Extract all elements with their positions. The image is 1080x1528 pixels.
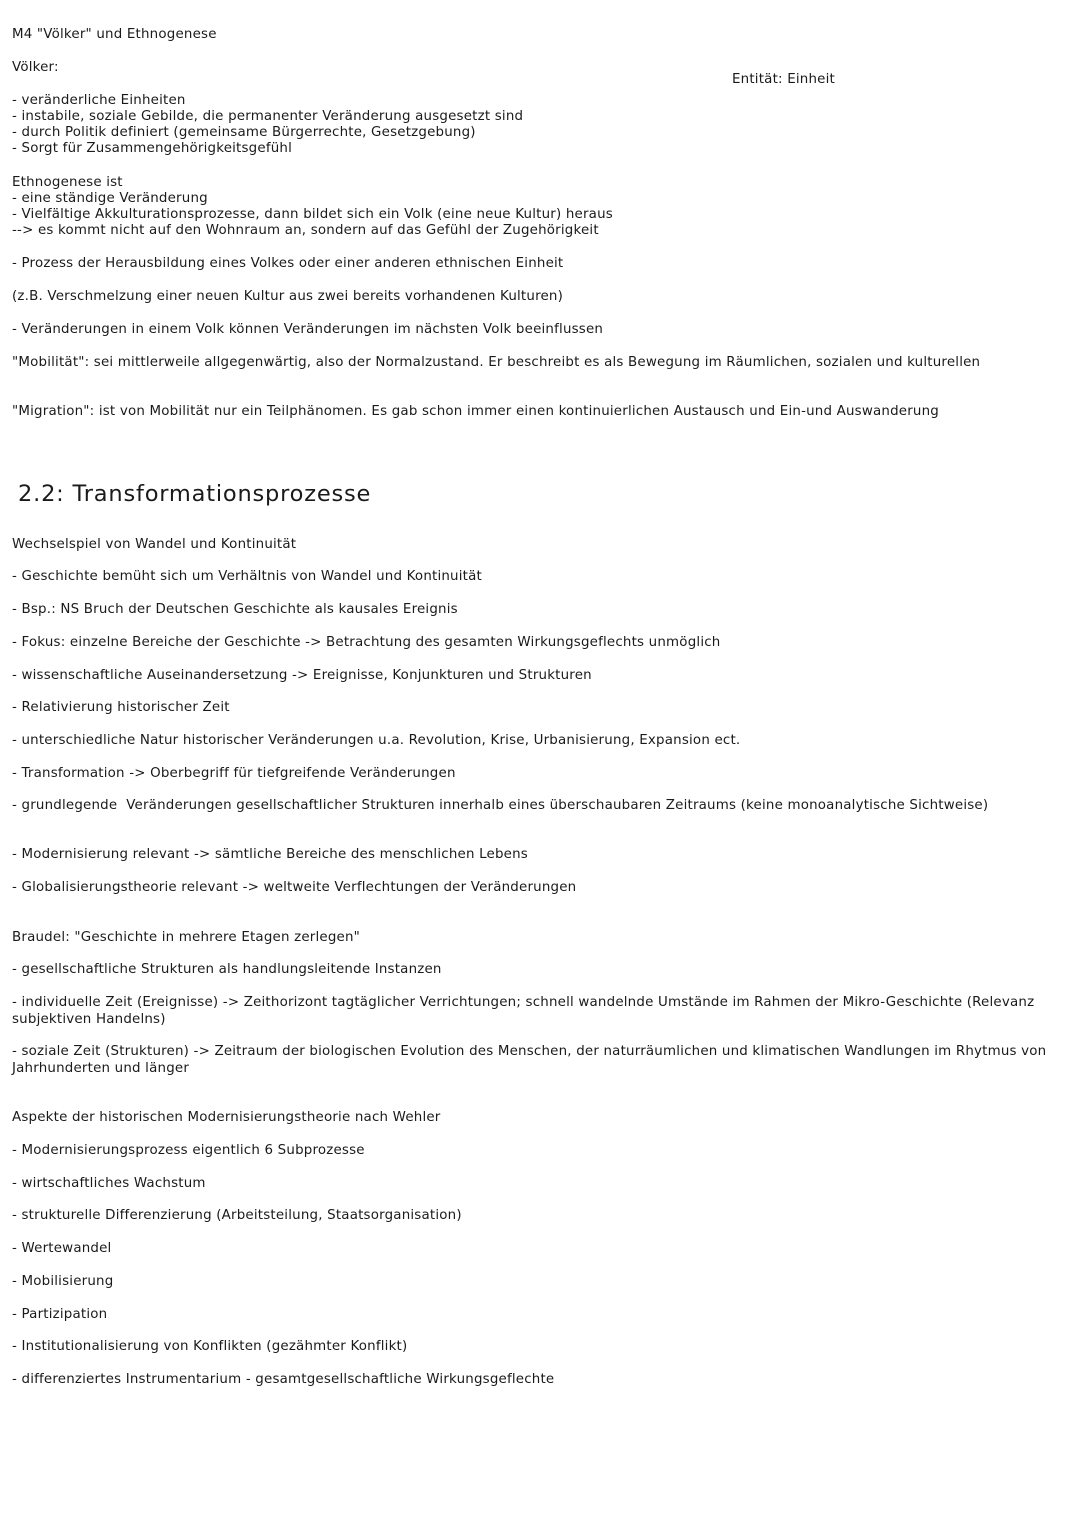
wehler-label: Aspekte der historischen Modernisierungstheorie nach Wehler	[12, 1110, 441, 1125]
list-item: - wirtschaftliches Wachstum	[12, 1176, 206, 1191]
list-item: - grundlegende Veränderungen gesellschaftlicher Strukturen innerhalb eines überschaubaren Zeitraums (keine monoanalytische Sichtweise)	[12, 798, 989, 813]
list-item: - Bsp.: NS Bruch der Deutschen Geschichte als kausales Ereignis	[12, 602, 458, 617]
list-item: - strukturelle Differenzierung (Arbeitsteilung, Staatsorganisation)	[12, 1208, 462, 1223]
list-item: - Partizipation	[12, 1307, 108, 1322]
list-item: - Mobilisierung	[12, 1274, 114, 1289]
veraenderungen-note: - Veränderungen in einem Volk können Veränderungen im nächsten Volk beeinflussen	[12, 322, 604, 337]
entity-note: Entität: Einheit	[732, 72, 835, 87]
migration-paragraph: "Migration": ist von Mobilität nur ein Teilphänomen. Es gab schon immer einen kontinuierlichen Austausch und Ein-und Auswanderung	[12, 404, 940, 419]
list-item: - instabile, soziale Gebilde, die permanenter Veränderung ausgesetzt sind	[12, 109, 524, 124]
beispiel-note: (z.B. Verschmelzung einer neuen Kultur aus zwei bereits vorhandenen Kulturen)	[12, 289, 564, 304]
list-item: --> es kommt nicht auf den Wohnraum an, sondern auf das Gefühl der Zugehörigkeit	[12, 223, 599, 238]
list-item: - Globalisierungstheorie relevant -> weltweite Verflechtungen der Veränderungen	[12, 880, 577, 895]
list-item: - Modernisierungsprozess eigentlich 6 Subprozesse	[12, 1143, 365, 1158]
list-item: - soziale Zeit (Strukturen) -> Zeitraum der biologischen Evolution des Menschen, der naturräumlichen und klimatischen Wandlungen im Rhytmus von Jahrhunderten und länger	[12, 1044, 1051, 1076]
prozess-note: - Prozess der Herausbildung eines Volkes oder einer anderen ethnischen Einheit	[12, 256, 564, 271]
list-item: - Wertewandel	[12, 1241, 112, 1256]
ethnogenese-label: Ethnogenese ist	[12, 175, 123, 190]
mobilitaet-paragraph: "Mobilität": sei mittlerweile allgegenwärtig, also der Normalzustand. Er beschreibt es als Bewegung im Räumlichen, sozialen und kulturellen	[12, 355, 981, 370]
voelker-label: Völker:	[12, 60, 59, 75]
list-item: - Fokus: einzelne Bereiche der Geschichte -> Betrachtung des gesamten Wirkungsgeflechts unmöglich	[12, 635, 721, 650]
braudel-label: Braudel: "Geschichte in mehrere Etagen zerlegen"	[12, 930, 361, 945]
list-item: - durch Politik definiert (gemeinsame Bürgerrechte, Gesetzgebung)	[12, 125, 476, 140]
list-item: - Modernisierung relevant -> sämtliche Bereiche des menschlichen Lebens	[12, 847, 528, 862]
list-item: - wissenschaftliche Auseinandersetzung -> Ereignisse, Konjunkturen und Strukturen	[12, 668, 592, 683]
section-heading: 2.2: Transformationsprozesse	[18, 481, 372, 507]
list-item: - Geschichte bemüht sich um Verhältnis von Wandel und Kontinuität	[12, 569, 482, 584]
list-item: - eine ständige Veränderung	[12, 191, 208, 206]
list-item: - Transformation -> Oberbegriff für tiefgreifende Veränderungen	[12, 766, 456, 781]
list-item: - Sorgt für Zusammengehörigkeitsgefühl	[12, 141, 293, 156]
list-item: - unterschiedliche Natur historischer Veränderungen u.a. Revolution, Krise, Urbanisierung, Expansion ect.	[12, 733, 741, 748]
list-item: - Institutionalisierung von Konflikten (gezähmter Konflikt)	[12, 1339, 408, 1354]
list-item: - gesellschaftliche Strukturen als handlungsleitende Instanzen	[12, 962, 442, 977]
list-item: - differenziertes Instrumentarium - gesamtgesellschaftliche Wirkungsgeflechte	[12, 1372, 555, 1387]
list-item: - veränderliche Einheiten	[12, 93, 186, 108]
list-item: - Relativierung historischer Zeit	[12, 700, 230, 715]
wechsel-label: Wechselspiel von Wandel und Kontinuität	[12, 537, 297, 552]
document-title: M4 "Völker" und Ethnogenese	[12, 27, 217, 42]
list-item: - Vielfältige Akkulturationsprozesse, dann bildet sich ein Volk (eine neue Kultur) heraus	[12, 207, 613, 222]
list-item: - individuelle Zeit (Ereignisse) -> Zeithorizont tagtäglicher Verrichtungen; schnell wandelnde Umstände im Rahmen der Mikro-Geschichte (Relevanz subjektiven Handelns)	[12, 995, 1039, 1027]
